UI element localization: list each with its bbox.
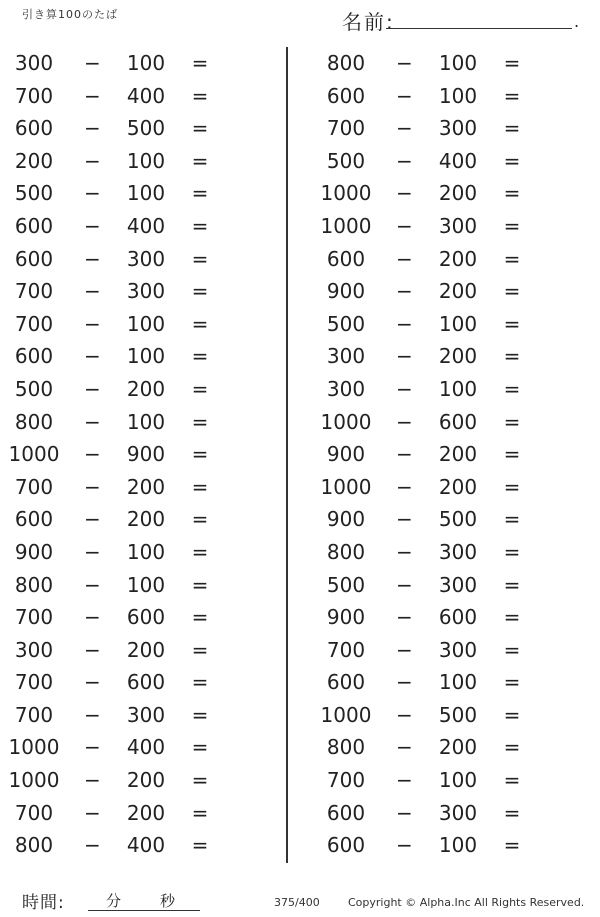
problem-row — [0, 210, 250, 243]
problem-row — [312, 503, 562, 536]
minuend: 500 — [326, 148, 366, 173]
minuend: 500 — [14, 376, 54, 401]
equals-sign: = — [191, 311, 209, 336]
problem-row — [312, 80, 562, 113]
minus-sign: − — [396, 572, 413, 597]
minus-sign: − — [84, 279, 101, 304]
subtrahend: 200 — [438, 442, 478, 467]
equals-sign: = — [191, 116, 209, 141]
subtrahend: 300 — [438, 637, 478, 662]
problem-row — [0, 406, 250, 439]
minus-sign: − — [84, 572, 101, 597]
subtrahend: 200 — [438, 474, 478, 499]
minuend: 600 — [14, 507, 54, 532]
problem-row — [0, 797, 250, 830]
minuend: 500 — [326, 572, 366, 597]
time-field[interactable] — [22, 886, 182, 912]
subtrahend: 400 — [438, 148, 478, 173]
minus-sign: − — [84, 735, 101, 760]
equals-sign: = — [503, 279, 521, 304]
minuend: 600 — [14, 344, 54, 369]
problem-row — [0, 373, 250, 406]
minus-sign: − — [84, 246, 101, 271]
equals-sign: = — [503, 735, 521, 760]
minus-sign: − — [84, 474, 101, 499]
equals-sign: = — [191, 539, 209, 564]
minus-sign: − — [396, 507, 413, 532]
minuend: 200 — [14, 148, 54, 173]
minuend: 300 — [14, 637, 54, 662]
equals-sign: = — [191, 442, 209, 467]
minus-sign: − — [396, 605, 413, 630]
problem-row — [312, 666, 562, 699]
minus-sign: − — [396, 637, 413, 662]
problem-row — [0, 243, 250, 276]
minus-sign: − — [396, 442, 413, 467]
minuend: 700 — [14, 670, 54, 695]
equals-sign: = — [191, 800, 209, 825]
seconds-label: 秒 — [160, 892, 176, 910]
subtrahend: 200 — [126, 768, 166, 793]
problem-row — [312, 243, 562, 276]
minus-sign: − — [396, 148, 413, 173]
minuend: 800 — [326, 51, 366, 75]
problem-row — [0, 764, 250, 797]
minus-sign: − — [396, 376, 413, 401]
equals-sign: = — [191, 572, 209, 597]
equals-sign: = — [503, 605, 521, 630]
subtrahend: 200 — [126, 474, 166, 499]
problem-row — [312, 601, 562, 634]
time-underline[interactable] — [88, 910, 200, 911]
problem-row — [312, 210, 562, 243]
minus-sign: − — [84, 181, 101, 206]
minuend: 600 — [326, 670, 366, 695]
equals-sign: = — [191, 181, 209, 206]
minuend: 700 — [14, 311, 54, 336]
subtrahend: 200 — [126, 507, 166, 532]
equals-sign: = — [191, 702, 209, 727]
minuend: 700 — [14, 474, 54, 499]
minus-sign: − — [84, 539, 101, 564]
problem-row — [0, 634, 250, 667]
minus-sign: − — [396, 181, 413, 206]
problem-row — [0, 340, 250, 373]
subtrahend: 100 — [438, 833, 478, 858]
subtrahend: 300 — [438, 539, 478, 564]
minuend: 700 — [14, 800, 54, 825]
equals-sign: = — [503, 311, 521, 336]
time-label: 時間: — [22, 893, 65, 913]
subtrahend: 400 — [126, 83, 166, 108]
subtrahend: 200 — [438, 246, 478, 271]
equals-sign: = — [503, 833, 521, 858]
minuend: 1000 — [320, 474, 372, 499]
problem-row — [0, 145, 250, 178]
minus-sign: − — [84, 670, 101, 695]
minus-sign: − — [84, 344, 101, 369]
subtrahend: 200 — [438, 735, 478, 760]
subtrahend: 200 — [126, 637, 166, 662]
subtrahend: 500 — [438, 507, 478, 532]
problem-row — [0, 666, 250, 699]
problem-row — [0, 438, 250, 471]
minuend: 500 — [14, 181, 54, 206]
minuend: 1000 — [8, 735, 60, 760]
minuend: 600 — [14, 116, 54, 141]
equals-sign: = — [503, 442, 521, 467]
equals-sign: = — [191, 833, 209, 858]
problem-row — [312, 275, 562, 308]
subtrahend: 400 — [126, 213, 166, 238]
minus-sign: − — [396, 702, 413, 727]
subtrahend: 300 — [438, 800, 478, 825]
minuend: 600 — [326, 83, 366, 108]
subtrahend: 600 — [438, 409, 478, 434]
equals-sign: = — [503, 344, 521, 369]
problem-row — [312, 177, 562, 210]
problem-row — [0, 569, 250, 602]
equals-sign: = — [191, 409, 209, 434]
subtrahend: 200 — [438, 279, 478, 304]
subtrahend: 300 — [438, 116, 478, 141]
equals-sign: = — [191, 279, 209, 304]
subtrahend: 100 — [126, 181, 166, 206]
equals-sign: = — [503, 768, 521, 793]
problem-row — [0, 80, 250, 113]
equals-sign: = — [191, 474, 209, 499]
subtrahend: 300 — [438, 213, 478, 238]
minus-sign: − — [84, 409, 101, 434]
problem-row — [0, 829, 250, 862]
minus-sign: − — [84, 311, 101, 336]
equals-sign: = — [503, 376, 521, 401]
problem-row — [0, 177, 250, 210]
minus-sign: − — [84, 702, 101, 727]
equals-sign: = — [191, 637, 209, 662]
minuend: 800 — [326, 539, 366, 564]
problem-row — [312, 373, 562, 406]
minus-sign: − — [84, 800, 101, 825]
problem-row — [312, 308, 562, 341]
problem-row — [0, 731, 250, 764]
minus-sign: − — [396, 344, 413, 369]
subtrahend: 200 — [438, 344, 478, 369]
minus-sign: − — [84, 605, 101, 630]
minuend: 1000 — [320, 702, 372, 727]
minus-sign: − — [84, 376, 101, 401]
equals-sign: = — [191, 148, 209, 173]
subtrahend: 500 — [438, 702, 478, 727]
equals-sign: = — [503, 213, 521, 238]
subtrahend: 100 — [438, 51, 478, 75]
minuend: 700 — [326, 768, 366, 793]
problem-row — [0, 536, 250, 569]
problem-row — [0, 699, 250, 732]
minuend: 900 — [326, 605, 366, 630]
minuend: 1000 — [320, 409, 372, 434]
minus-sign: − — [84, 637, 101, 662]
problem-row — [0, 471, 250, 504]
equals-sign: = — [191, 246, 209, 271]
minuend: 600 — [326, 246, 366, 271]
equals-sign: = — [503, 51, 521, 75]
subtrahend: 400 — [126, 833, 166, 858]
minuend: 800 — [14, 833, 54, 858]
equals-sign: = — [191, 344, 209, 369]
minus-sign: − — [396, 51, 413, 75]
problem-row — [312, 699, 562, 732]
minus-sign: − — [396, 246, 413, 271]
minuend: 900 — [326, 442, 366, 467]
minuend: 600 — [326, 833, 366, 858]
subtrahend: 100 — [126, 344, 166, 369]
equals-sign: = — [503, 474, 521, 499]
subtrahend: 100 — [438, 768, 478, 793]
minuend: 300 — [326, 376, 366, 401]
subtrahend: 100 — [438, 376, 478, 401]
minuend: 700 — [14, 702, 54, 727]
subtrahend: 300 — [126, 702, 166, 727]
subtrahend: 200 — [126, 376, 166, 401]
equals-sign: = — [503, 800, 521, 825]
equals-sign: = — [503, 116, 521, 141]
problem-row — [312, 112, 562, 145]
minuend: 800 — [326, 735, 366, 760]
subtrahend: 100 — [438, 83, 478, 108]
problem-row — [312, 634, 562, 667]
subtrahend: 500 — [126, 116, 166, 141]
problem-row — [312, 438, 562, 471]
problem-row — [0, 112, 250, 145]
equals-sign: = — [191, 670, 209, 695]
equals-sign: = — [191, 735, 209, 760]
minus-sign: − — [396, 83, 413, 108]
minuend: 700 — [326, 637, 366, 662]
equals-sign: = — [191, 768, 209, 793]
equals-sign: = — [503, 539, 521, 564]
minuend: 900 — [326, 279, 366, 304]
subtrahend: 200 — [438, 181, 478, 206]
problem-row — [312, 797, 562, 830]
minus-sign: − — [84, 51, 101, 75]
equals-sign: = — [191, 605, 209, 630]
minus-sign: − — [396, 213, 413, 238]
name-underline[interactable] — [386, 28, 572, 29]
minuend: 1000 — [320, 213, 372, 238]
subtrahend: 100 — [126, 409, 166, 434]
minutes-label: 分 — [106, 892, 122, 910]
copyright-text: Copyright © Alpha.Inc All Rights Reserved. — [348, 896, 585, 909]
minus-sign: − — [396, 735, 413, 760]
left-problem-column — [0, 47, 250, 862]
minus-sign: − — [84, 83, 101, 108]
equals-sign: = — [191, 213, 209, 238]
name-dot: . — [574, 12, 580, 31]
subtrahend: 400 — [126, 735, 166, 760]
minus-sign: − — [84, 213, 101, 238]
subtrahend: 100 — [438, 311, 478, 336]
subtrahend: 100 — [126, 51, 166, 75]
minus-sign: − — [84, 833, 101, 858]
minus-sign: − — [396, 670, 413, 695]
equals-sign: = — [503, 637, 521, 662]
minuend: 800 — [14, 572, 54, 597]
equals-sign: = — [503, 83, 521, 108]
minus-sign: − — [84, 768, 101, 793]
worksheet-title: 引き算100のたば — [22, 8, 118, 21]
subtrahend: 300 — [438, 572, 478, 597]
column-divider — [286, 47, 288, 863]
minuend: 1000 — [8, 442, 60, 467]
equals-sign: = — [503, 507, 521, 532]
subtrahend: 100 — [126, 148, 166, 173]
minus-sign: − — [84, 116, 101, 141]
minuend: 1000 — [8, 768, 60, 793]
equals-sign: = — [503, 702, 521, 727]
subtrahend: 300 — [126, 279, 166, 304]
equals-sign: = — [191, 83, 209, 108]
subtrahend: 600 — [126, 670, 166, 695]
minuend: 900 — [326, 507, 366, 532]
equals-sign: = — [191, 376, 209, 401]
subtrahend: 900 — [126, 442, 166, 467]
problem-row — [0, 601, 250, 634]
minuend: 600 — [326, 800, 366, 825]
minus-sign: − — [396, 279, 413, 304]
problem-row — [0, 275, 250, 308]
problem-row — [312, 406, 562, 439]
equals-sign: = — [503, 181, 521, 206]
equals-sign: = — [503, 572, 521, 597]
subtrahend: 200 — [126, 800, 166, 825]
equals-sign: = — [191, 507, 209, 532]
minus-sign: − — [396, 768, 413, 793]
minuend: 300 — [326, 344, 366, 369]
minus-sign: − — [84, 507, 101, 532]
minus-sign: − — [396, 311, 413, 336]
problem-row — [312, 569, 562, 602]
minus-sign: − — [396, 409, 413, 434]
problem-row — [312, 471, 562, 504]
subtrahend: 100 — [126, 311, 166, 336]
page-number: 375/400 — [274, 896, 320, 909]
minuend: 900 — [14, 539, 54, 564]
minus-sign: − — [84, 148, 101, 173]
subtrahend: 100 — [126, 572, 166, 597]
minuend: 800 — [14, 409, 54, 434]
minus-sign: − — [396, 800, 413, 825]
minuend: 700 — [14, 83, 54, 108]
name-field[interactable] — [342, 4, 582, 32]
name-label: 名前: — [342, 10, 395, 34]
subtrahend: 300 — [126, 246, 166, 271]
problem-row — [312, 731, 562, 764]
subtrahend: 100 — [126, 539, 166, 564]
problem-row — [312, 47, 562, 80]
problem-row — [312, 536, 562, 569]
minuend: 500 — [326, 311, 366, 336]
equals-sign: = — [503, 148, 521, 173]
equals-sign: = — [503, 246, 521, 271]
equals-sign: = — [503, 409, 521, 434]
equals-sign: = — [503, 670, 521, 695]
subtrahend: 600 — [438, 605, 478, 630]
minus-sign: − — [396, 474, 413, 499]
problem-row — [0, 308, 250, 341]
minuend: 700 — [326, 116, 366, 141]
problem-row — [0, 47, 250, 80]
minus-sign: − — [84, 442, 101, 467]
problem-row — [312, 145, 562, 178]
minuend: 600 — [14, 246, 54, 271]
minuend: 300 — [14, 51, 54, 75]
minuend: 700 — [14, 279, 54, 304]
equals-sign: = — [191, 51, 209, 75]
minus-sign: − — [396, 116, 413, 141]
minuend: 600 — [14, 213, 54, 238]
problem-row — [0, 503, 250, 536]
minuend: 700 — [14, 605, 54, 630]
subtrahend: 100 — [438, 670, 478, 695]
minus-sign: − — [396, 539, 413, 564]
subtrahend: 600 — [126, 605, 166, 630]
minus-sign: − — [396, 833, 413, 858]
minuend: 1000 — [320, 181, 372, 206]
problem-row — [312, 340, 562, 373]
problem-row — [312, 764, 562, 797]
right-problem-column — [312, 47, 562, 862]
problem-row — [312, 829, 562, 862]
